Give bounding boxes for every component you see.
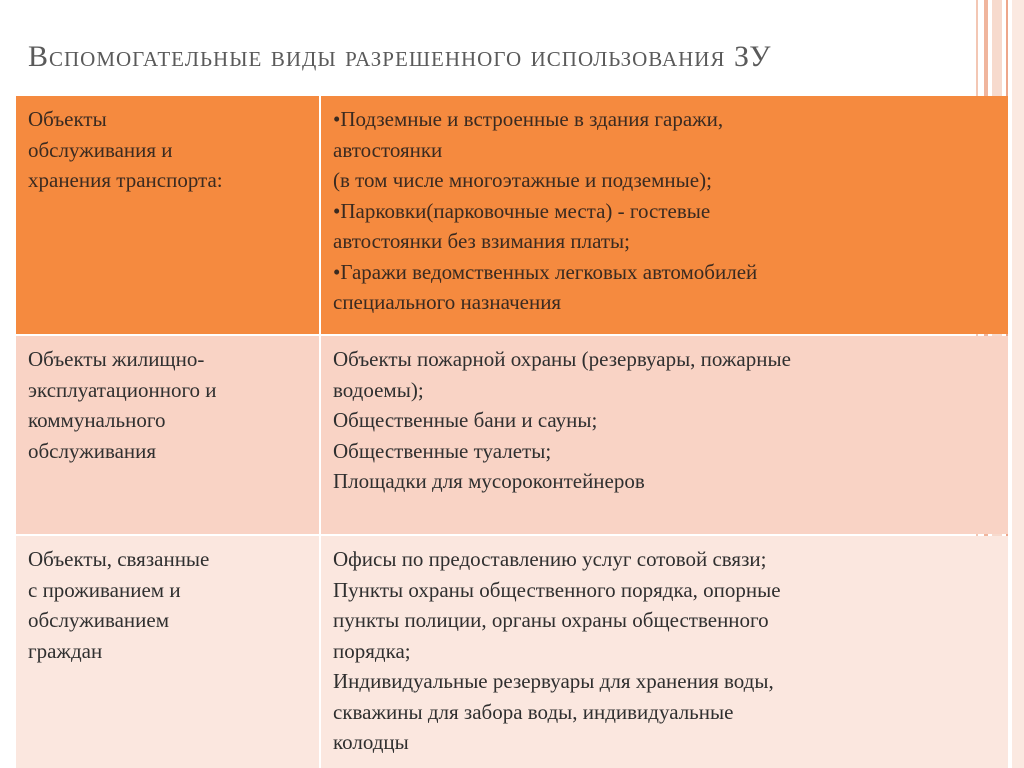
item-line: Общественные туалеты;: [333, 438, 552, 463]
category-line: граждан: [28, 638, 103, 663]
item-line: пункты полиции, органы охраны общественного: [333, 608, 769, 632]
item-line: •Подземные и встроенные в здания гаражи,: [333, 107, 724, 131]
slide-title: Вспомогательные виды разрешенного использования ЗУ: [28, 40, 772, 73]
item-line: •Парковки(парковочные места) - гостевые: [333, 198, 711, 223]
category-cell: [16, 536, 321, 768]
category-line: обслуживания и: [28, 137, 173, 162]
category-line: Объекты, связанные: [28, 547, 210, 571]
item-line: Площадки для мусороконтейнеров: [333, 469, 645, 493]
category-line: коммунального: [28, 408, 166, 432]
item-line: Индивидуальные резервуары для хранения воды,: [333, 669, 774, 693]
item-line: Офисы по предоставлению услуг сотовой связи;: [333, 547, 767, 571]
item-line: Пункты охраны общественного порядка, опорные: [333, 577, 781, 602]
item-line: скважины для забора воды, индивидуальные: [333, 699, 734, 724]
items-cell: [321, 96, 1008, 334]
category-cell: [16, 336, 321, 534]
category-line: обслуживания: [28, 438, 157, 463]
item-line: автостоянки: [333, 137, 443, 162]
items-cell: [321, 536, 1008, 768]
decor-stripe: [1012, 0, 1024, 768]
category-line: Объекты: [28, 107, 107, 131]
category-line: эксплуатационного и: [28, 377, 217, 402]
item-line: порядка;: [333, 638, 411, 663]
items-cell: [321, 336, 1008, 534]
item-line: Объекты пожарной охраны (резервуары, пожарные: [333, 347, 791, 371]
item-line: специального назначения: [333, 290, 562, 314]
category-cell: [16, 96, 321, 334]
category-line: Объекты жилищно-: [28, 347, 205, 371]
item-line: водоемы);: [333, 377, 424, 402]
category-line: с проживанием и: [28, 577, 181, 602]
item-line: колодцы: [333, 730, 409, 754]
item-line: •Гаражи ведомственных легковых автомобилей: [333, 259, 758, 284]
item-line: (в том числе многоэтажные и подземные);: [333, 168, 712, 192]
permitted-use-table: [16, 96, 1008, 768]
item-line: Общественные бани и сауны;: [333, 408, 598, 432]
item-line: автостоянки без взимания платы;: [333, 229, 630, 253]
category-line: хранения транспорта:: [28, 168, 223, 192]
category-line: обслуживанием: [28, 608, 170, 632]
